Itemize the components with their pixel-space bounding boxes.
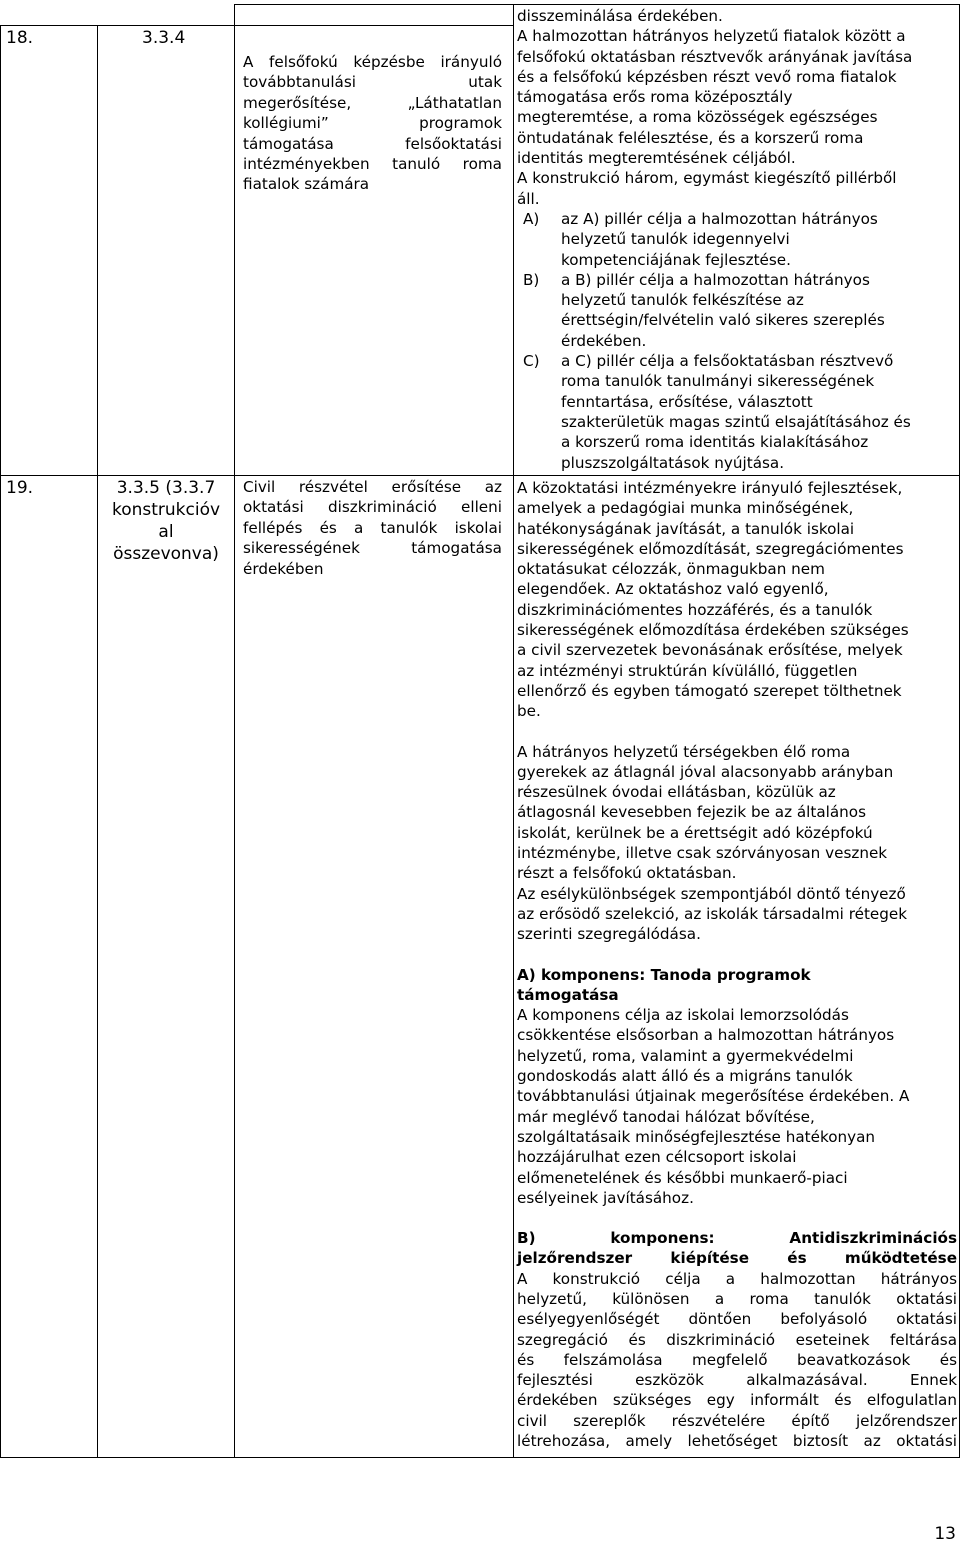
row19-code-line: al [158, 522, 174, 542]
row19-title [243, 477, 502, 579]
row19-title-line: Civil részvétel erősítése az [243, 478, 502, 496]
paragraph-line: előmenetelének és későbbi munkaerő-piaci [517, 1168, 848, 1187]
component-a-title: támogatása [517, 985, 619, 1004]
pillar-a [517, 209, 957, 270]
row19-title-line: fellépés és a tanulók iskolai [243, 518, 502, 537]
row18-title-line: támogatása felsőoktatási [243, 134, 502, 153]
paragraph-line: A komponens célja az iskolai lemorzsolódás [517, 1006, 849, 1025]
paragraph-line: fejlesztési eszközök alkalmazásával. Ennek [517, 1371, 957, 1390]
paragraph-line: Az esélykülönbségek szempontjából döntő tényező [517, 884, 906, 903]
row19-code-line: összevonva) [113, 544, 219, 564]
pillar-line: kompetenciájának fejlesztése. [561, 250, 791, 269]
row18-content [517, 6, 957, 473]
pillar-line: érettségin/felvételin való sikeres szereplés [561, 311, 885, 330]
component-a-title: A) komponens: Tanoda programok [517, 965, 811, 984]
paragraph-line: diszkriminációmentes hozzáférés, és a tanulók [517, 600, 873, 619]
pillar-line: érdekében. [561, 331, 647, 350]
row18-title-line: továbbtanulási utak [243, 73, 502, 92]
pillars-intro-line: A konstrukció három, egymást kiegészítő pillérből [517, 169, 897, 188]
row18-title-line: megerősítése, „Láthatatlan [243, 93, 502, 112]
intro-line: támogatása erős roma középosztály [517, 88, 793, 107]
pillar-label: A) [523, 209, 540, 228]
paragraph-line: A közoktatási intézményekre irányuló fejlesztések, [517, 479, 903, 497]
paragraph-line: részt a felsőfokú oktatásban. [517, 864, 737, 883]
row18-title-line: intézményekben tanuló roma [243, 155, 502, 174]
paragraph-line: esélyeinek javításához. [517, 1188, 694, 1207]
paragraph-line: ellenőrző és egyben támogató szerepet tölthetnek [517, 681, 902, 700]
pillar-line: a korszerű roma identitás kialakításához [561, 433, 869, 452]
intro-line: és a felsőfokú képzésben részt vevő roma fiatalok [517, 67, 897, 86]
paragraph-line: helyzetű, különösen a roma tanulók oktatási [517, 1289, 957, 1308]
paragraph-line: amelyek a pedagógiai munka minőségének, [517, 499, 854, 518]
paragraph-line: létrehozása, amely lehetőséget biztosít az oktatási [517, 1432, 957, 1451]
pillar-line: helyzetű tanulók idegennyelvi [561, 230, 790, 249]
pillar-line: helyzetű tanulók felkészítése az [561, 291, 804, 310]
paragraph-line: helyzetű, roma, valamint a gyermekvédelmi [517, 1046, 854, 1065]
intro-line: felsőfokú oktatásban résztvevők arányának javítása [517, 47, 913, 66]
pillar-line: a C) pillér célja a felsőoktatásban résztvevő [561, 352, 894, 371]
paragraph-line: továbbtanulási útjainak megerősítése érdekében. A [517, 1087, 910, 1106]
paragraph-line: intézménybe, illetve csak szórványosan vesznek [517, 844, 888, 863]
table-top-border [234, 4, 959, 5]
continued-line: disszeminálása érdekében. [517, 7, 723, 25]
pillar-b [517, 270, 957, 351]
row18-title-line: A felsőfokú képzésbe irányuló [243, 53, 502, 71]
paragraph-line: a civil szervezetek bevonásának erősítése, melyek [517, 641, 903, 660]
row19-code-line: 3.3.5 (3.3.7 [116, 478, 216, 498]
pillars-intro-line: áll. [517, 189, 540, 208]
paragraph-line: átlagosnál kevesebben fejezik be az általános [517, 803, 867, 822]
component-b-title: B) komponens: Antidiszkriminációs [517, 1229, 957, 1248]
row18-title-line: kollégiumi” programok [243, 114, 502, 133]
paragraph-line: az erősödő szelekció, az iskolák társadalmi rétegek [517, 904, 908, 923]
row19-top-border [0, 475, 959, 476]
row19-code [99, 477, 233, 565]
pillar-label: C) [523, 352, 540, 371]
paragraph-line: gondoskodás alatt álló és a migráns tanulók [517, 1067, 853, 1086]
paragraph-line: szegregáció és diszkrimináció eseteinek feltárása [517, 1330, 957, 1349]
pillar-line: fenntartása, erősítése, választott [561, 392, 813, 411]
pillar-line: a B) pillér célja a halmozottan hátrányos [561, 270, 870, 289]
paragraph-line: érdekében szükséges egy informált és elfogulatlan [517, 1391, 957, 1410]
paragraph-line: részesülnek óvodai ellátásban, közülük az [517, 783, 836, 802]
paragraph-line: sikerességének előmozdítását, szegregációmentes [517, 539, 904, 558]
row18-title [243, 52, 502, 195]
paragraph-line: elegendőek. Az oktatáshoz való egyenlő, [517, 580, 829, 599]
page-number: 13 [934, 1524, 956, 1544]
table-bottom-border [0, 1457, 959, 1458]
paragraph-line: A hátrányos helyzetű térségekben élő roma [517, 742, 851, 761]
row18-title-line: fiatalok számára [243, 175, 370, 194]
row18-top-border [0, 25, 513, 26]
paragraph-line: iskolát, kerülnek be a érettségit adó középfokú [517, 823, 873, 842]
intro-line: identitás megteremtésének céljából. [517, 149, 796, 168]
paragraph-line: hatékonyságának javítását, a tanulók iskolai [517, 519, 855, 538]
paragraph-line: A konstrukció célja a halmozottan hátrányos [517, 1269, 957, 1288]
row19-title-line: oktatási diszkrimináció elleni [243, 498, 502, 517]
paragraph-line: már meglévő tanodai hálózat bővítése, [517, 1107, 815, 1126]
paragraph-line: oktatásukat célozzák, önmagukban nem [517, 560, 825, 579]
row19-title-line: érdekében [243, 559, 324, 578]
paragraph-line: szolgáltatásaik minőségfejlesztése hatékonyan [517, 1127, 876, 1146]
pillar-line: roma tanulók tanulmányi sikerességének [561, 372, 875, 391]
intro-line: A halmozottan hátrányos helyzetű fiatalok között a [517, 27, 906, 46]
paragraph-line: csökkentése elsősorban a halmozottan hátrányos [517, 1026, 895, 1045]
paragraph-line: esélyegyenlőségét döntően befolyásoló oktatási [517, 1310, 957, 1329]
paragraph-line: gyerekek az átlagnál jóval alacsonyabb arányban [517, 762, 894, 781]
intro-line: megteremtése, a roma közösségek egészséges [517, 108, 878, 127]
row18-number: 18. [6, 28, 34, 48]
pillar-line: pluszszolgáltatások nyújtása. [561, 453, 785, 472]
paragraph-line: be. [517, 702, 541, 721]
table-left-border [0, 25, 1, 1458]
paragraph-line: és felszámolása megfelelő beavatkozások és [517, 1350, 957, 1369]
row19-code-line: konstrukcióv [111, 500, 221, 520]
paragraph-line: civil szereplők részvételére építő jelzőrendszer [517, 1411, 957, 1430]
intro-line: öntudatának felélesztése, és a korszerű roma [517, 128, 864, 147]
col-divider-1 [97, 25, 98, 1458]
pillar-c [517, 351, 957, 473]
row19-number: 19. [6, 478, 34, 498]
row18-code: 3.3.4 [142, 28, 186, 48]
col-divider-2 [234, 4, 235, 1458]
row19-title-line: sikerességének támogatása [243, 539, 502, 558]
paragraph-line: az intézményi struktúrán kívülálló, független [517, 661, 858, 680]
paragraph-line: szerinti szegregálódása. [517, 925, 701, 944]
component-b-title: jelzőrendszer kiépítése és működtetése [517, 1249, 957, 1268]
paragraph-line: sikerességének előmozdítása érdekében szükséges [517, 621, 909, 640]
paragraph-line: hozzájárulhat ezen célcsoport iskolai [517, 1148, 797, 1167]
pillar-line: szakterületük magas szintű elsajátításához és [561, 412, 911, 431]
col-divider-3 [513, 4, 514, 1458]
pillar-line: az A) pillér célja a halmozottan hátrányos [561, 209, 878, 228]
pillar-label: B) [523, 270, 540, 289]
row19-content [517, 478, 957, 1451]
